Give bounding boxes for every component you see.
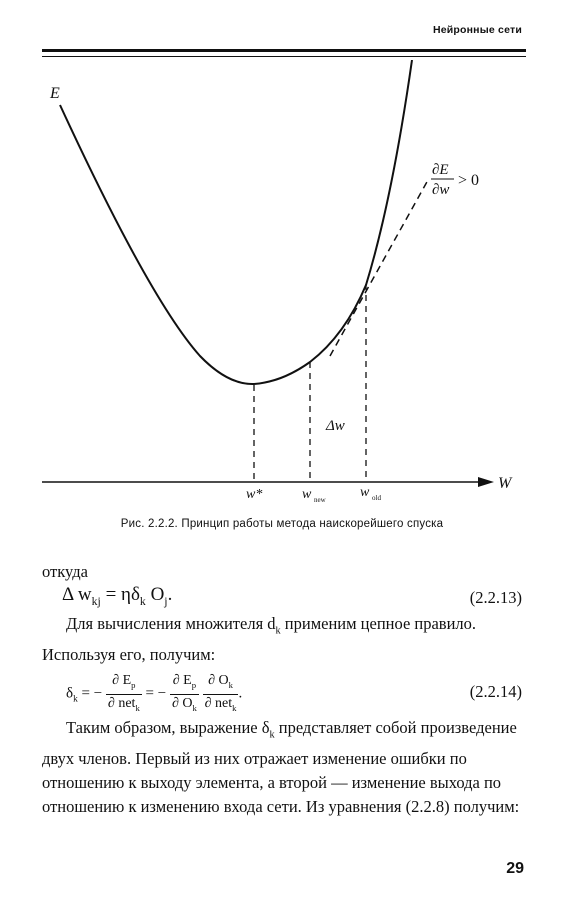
e-axis-label: E bbox=[50, 85, 60, 102]
wold-subscript: old bbox=[372, 494, 381, 502]
wnew-subscript: new bbox=[314, 496, 326, 504]
header-rule-thin bbox=[42, 56, 526, 57]
error-curve bbox=[60, 60, 412, 384]
derivative-condition: > 0 bbox=[458, 172, 480, 189]
figure-caption: Рис. 2.2.2. Принцип работы метода наискорейшего спуска bbox=[120, 518, 444, 530]
fraction-dEp-dOk: $\frac{\partial E_p}{\partial O_k}$ bbox=[171, 673, 197, 713]
running-header: Нейронные сети bbox=[432, 24, 522, 36]
paragraph-chain-rule: Для вычисления множителя $d_k$ применим цепное правило. Используя его, получим: bbox=[42, 614, 477, 665]
wnew-label: w bbox=[302, 487, 312, 502]
equation-2-2-14: $\delta_k$ = − $\frac{\partial E_p}{\partial net_k}$ = − $\frac{\partial E_p}{\partial O_k}$ $\frac{\partial O_k}{\partial net_k}$ . bbox=[66, 672, 242, 717]
tangent-line bbox=[330, 180, 428, 356]
w-axis-arrow bbox=[478, 477, 494, 487]
paragraph-product-terms: Таким образом, выражение $\delta_k$ представляет собой произведение двух членов. Первый из них отражает изменение ошибки по отношению к выходу элемента, а второй — изменение выхода по отношению к изменению входа сети. Из уравнения (2.2.8) получим: bbox=[42, 718, 520, 817]
fraction-dEp-dnetk: $\frac{\partial E_p}{\partial net_k}$ bbox=[107, 673, 140, 713]
wstar-label: w* bbox=[246, 487, 263, 502]
equation-number-2-2-13: (2.2.13) bbox=[469, 588, 522, 607]
w-axis-label: W bbox=[498, 475, 512, 492]
word-otkuda: откуда bbox=[42, 562, 88, 581]
fraction-dOk-dnetk: $\frac{\partial O_k}{\partial net_k}$ bbox=[204, 673, 237, 713]
equation-number-2-2-14: (2.2.14) bbox=[469, 682, 522, 701]
delta-w-label: Δw bbox=[326, 418, 345, 434]
header-rule-thick bbox=[42, 49, 526, 52]
gradient-descent-figure bbox=[0, 60, 564, 510]
wold-label: w bbox=[360, 485, 370, 500]
equation-2-2-13: Δ $w_{kj} = \eta\delta_k$ $O_j$. bbox=[62, 584, 173, 608]
derivative-denominator: ∂w bbox=[432, 182, 450, 198]
derivative-numerator: ∂E bbox=[432, 162, 449, 178]
page-number: 29 bbox=[506, 860, 524, 877]
